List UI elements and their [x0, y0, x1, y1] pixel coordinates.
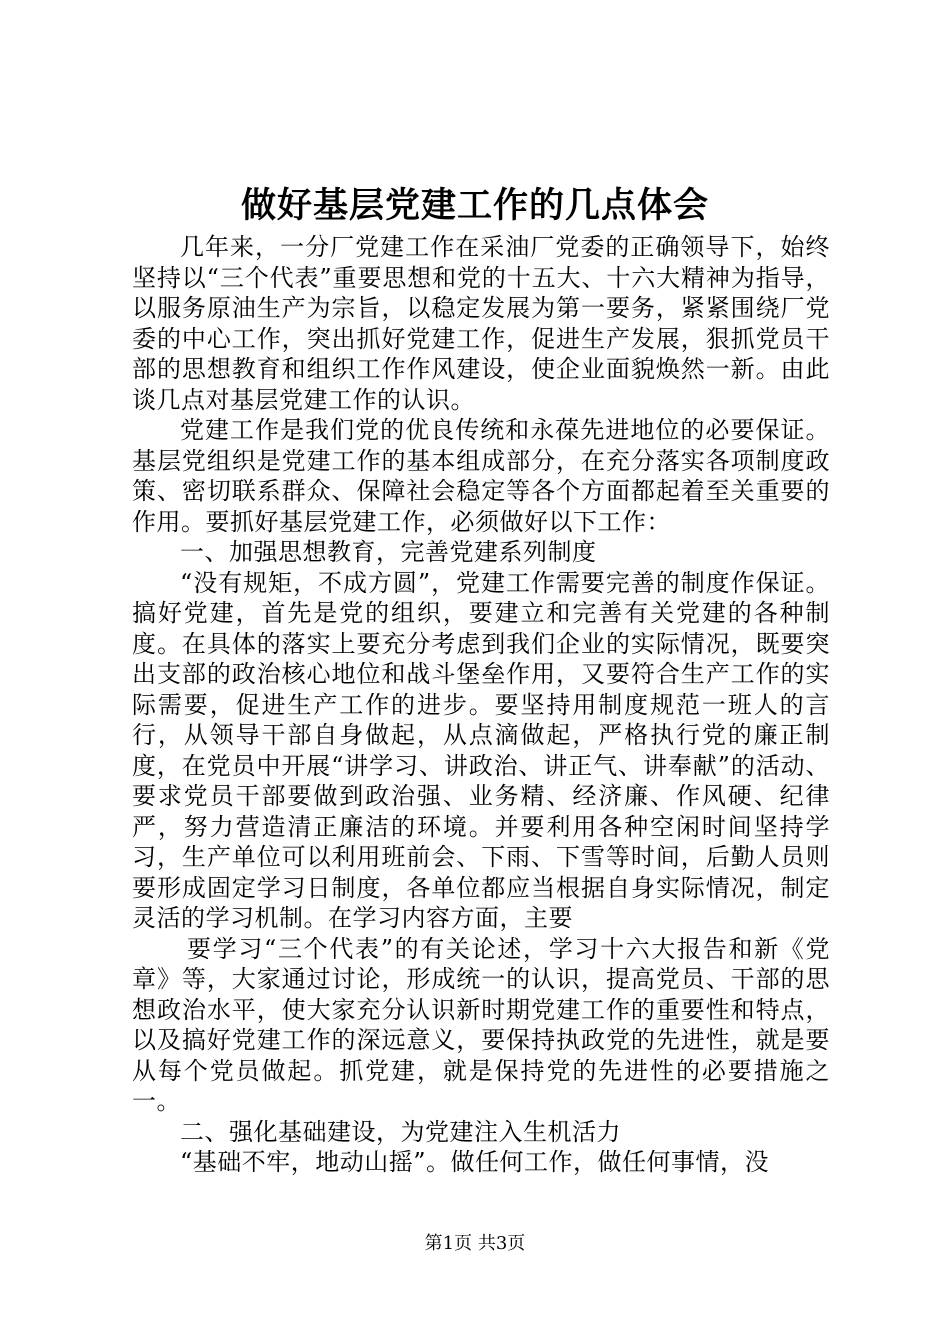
page-footer: 第1页 共3页 — [424, 1233, 526, 1254]
document-title: 做好基层党建工作的几点体会 — [240, 185, 709, 226]
paragraph-intro: 几年来，一分厂党建工作在采油厂党委的正确领导下，始终坚持以“三个代表”重要思想和党的十五大、十六大精神为指导，以服务原油生产为宗旨，以稳定发展为第一要务，紧紧围绕厂党委的中心工作，突出抓好党建工作，促进生产发展，狠抓党员干部的思想教育和组织工作作风建设，使企业面貌焕然一新。由此谈几点对基层党建工作的认识。 — [132, 233, 830, 414]
document-body — [132, 232, 830, 1178]
paragraph-foundation: “基础不牢，地动山摇”。做任何工作，做任何事情，没 — [180, 1148, 770, 1176]
paragraph-rules: “没有规矩，不成方圆”，党建工作需要完善的制度作保证。搞好党建，首先是党的组织，要建立和完善有关党建的各种制度。在具体的落实上要充分考虑到我们企业的实际情况，既要突出支部的政治核心地位和战斗堡垒作用，又要符合生产工作的实际需要，促进生产工作的进步。要坚持用制度规范一班人的言行，从领导干部自身做起，从点滴做起，严格执行党的廉正制度，在党员中开展“讲学习、讲政治、讲正气、讲奉献”的活动、要求党员干部要做到政治强、业务精、经济廉、作风硬、纪律严，努力营造清正廉洁的环境。并要利用各种空闲时间坚持学习，生产单位可以利用班前会、下雨、下雪等时间，后勤人员则要形成固定学习日制度，各单位都应当根据自身实际情况，制定灵活的学习机制。在学习内容方面，主要 — [132, 568, 830, 932]
paragraph-study: 要学习“三个代表”的有关论述，学习十六大报告和新《党章》等，大家通过讨论，形成统一的认识，提高党员、干部的思想政治水平，使大家充分认识新时期党建工作的重要性和特点，以及搞好党建工作的深远意义，要保持执政党的先进性，就是要从每个党员做起。抓党建，就是保持党的先进性的必要措施之一。 — [132, 934, 830, 1115]
section-heading-1: 一、加强思想教育，完善党建系列制度 — [180, 538, 597, 566]
section-heading-2: 二、强化基础建设，为党建注入生机活力 — [180, 1117, 621, 1146]
paragraph-importance: 党建工作是我们党的优良传统和永葆先进地位的必要保证。基层党组织是党建工作的基本组成部分，在充分落实各项制度政策、密切联系群众、保障社会稳定等各个方面都起着至关重要的作用。要抓好基层党建工作，必须做好以下工作： — [132, 416, 830, 536]
